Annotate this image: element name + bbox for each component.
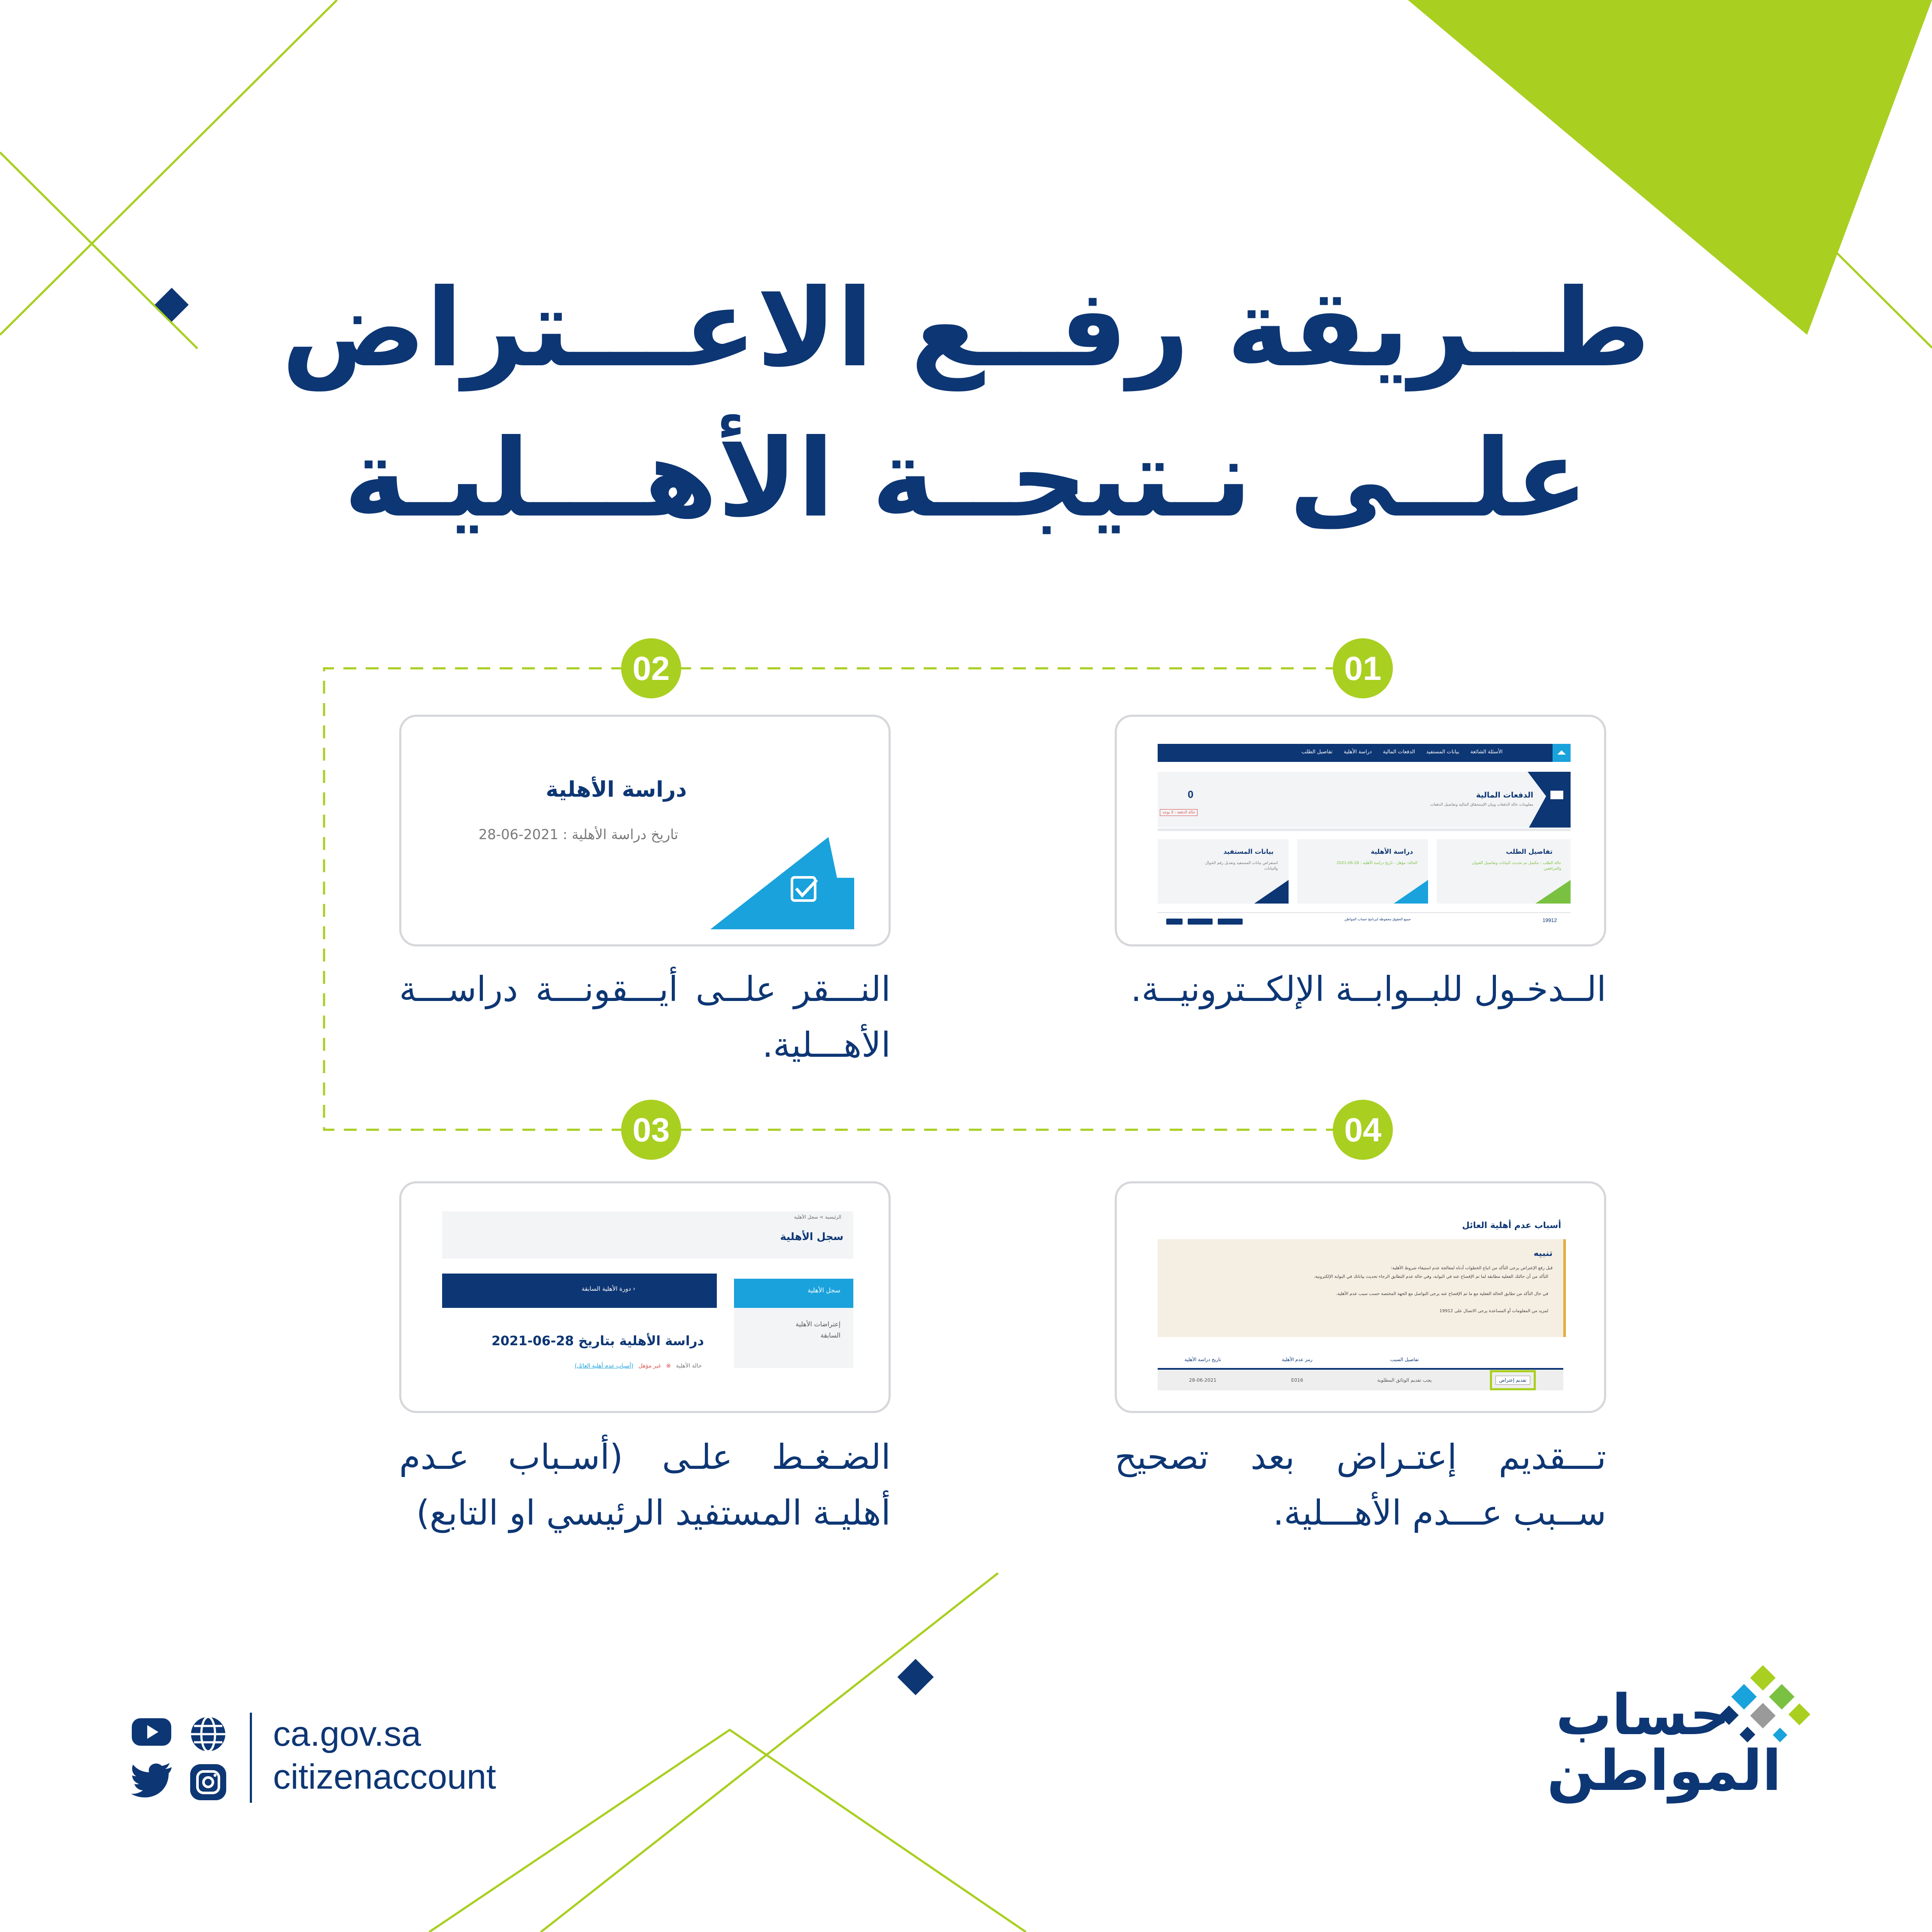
tile-beneficiary-text: استعراض بيانات المستفيد وتعديل رقم الجوال والبيانات bbox=[1205, 861, 1278, 871]
portal-footer-note: جميع الحقوق محفوظة لبرنامج حساب المواطن bbox=[1344, 917, 1411, 921]
nav-item[interactable]: دراسة الأهلية bbox=[1344, 749, 1372, 755]
nav-item[interactable]: تفاصيل الطلب bbox=[1301, 749, 1333, 755]
social-handle[interactable]: citizenaccount bbox=[273, 1757, 496, 1796]
step-badge-02: 02 bbox=[621, 638, 681, 698]
alert-line: التأكد من أن حالتك الفعلية مطابقة لما تم الإفصاح عنه في البوابة، وفي حالة عدم التطابق الرجاء تحديث بياناتك في البوابة الإلكترونية. bbox=[1313, 1274, 1548, 1279]
alert-line: قبل رفع الإعتراض يرجى التأكد من اتباع الخطوات أدناه لمعالجة عدم استيفاء شروط الأهلية: bbox=[1391, 1266, 1553, 1271]
breadcrumb[interactable]: الرئيسية > سجل الأهلية bbox=[794, 1214, 841, 1220]
logo-text-line2: المواطن bbox=[1547, 1738, 1781, 1803]
citizen-account-logo bbox=[1528, 1661, 1811, 1807]
table-row bbox=[1158, 1370, 1563, 1390]
card-eligibility-study bbox=[399, 715, 891, 946]
step-02-caption: النـــقر علــى أيـــقونـــة دراســـة الأهـــلية. bbox=[399, 969, 891, 1065]
step-badge-04: 04 bbox=[1333, 1100, 1393, 1160]
globe-icon[interactable] bbox=[189, 1715, 227, 1753]
step-badge-01: 01 bbox=[1333, 638, 1393, 698]
step-03-caption: الضـغـط علـى (أسـباب عـدم أهليـة المستفيد الرئيسي او التابع) bbox=[399, 1437, 891, 1533]
status-label: حالة الأهلية bbox=[676, 1363, 702, 1369]
tab-previous-cycle[interactable]: ‹ دورة الأهلية السابقة bbox=[582, 1286, 636, 1292]
table-cell: E016 bbox=[1291, 1377, 1303, 1383]
step-04-caption: تـــقديم إعتـراض بعد تصحيح ســبب عـــدم الأهـــلية. bbox=[1115, 1437, 1606, 1533]
tile-request-title[interactable]: تفاصيل الطلب bbox=[1506, 848, 1553, 855]
record-page-title: سجل الأهلية bbox=[780, 1231, 843, 1243]
study-date-title: دراسة الأهلية بتاريخ 28-06-2021 bbox=[491, 1334, 704, 1349]
alert-title: تنبيه bbox=[1533, 1248, 1553, 1258]
page-title-line1: طــريقة رفــع الاعـــتراض bbox=[281, 266, 1651, 391]
status-value: غير مؤهل bbox=[638, 1363, 661, 1369]
card-objection bbox=[1115, 1181, 1606, 1413]
card-portal bbox=[1115, 715, 1606, 946]
close-circle-icon: ⊗ bbox=[666, 1363, 671, 1369]
tab-bar bbox=[442, 1274, 717, 1308]
portal-nav bbox=[1301, 749, 1546, 755]
diamond-shape bbox=[898, 1659, 934, 1695]
payments-subtitle: معلومات حالة الدفعات وبيان الإستحقاق المالية وتفاصيل الدفعات bbox=[1430, 803, 1533, 807]
alert-box bbox=[1158, 1239, 1566, 1337]
table-header: رمز عدم الأهلية bbox=[1282, 1356, 1313, 1362]
payments-title: الدفعات المالية bbox=[1476, 791, 1533, 800]
sidebar-item-objections[interactable]: إعتراضات الأهلية السابقة bbox=[795, 1320, 840, 1339]
payments-panel bbox=[1158, 772, 1571, 828]
eligibility-date: تاريخ دراسة الأهلية : 2021-06-28 bbox=[478, 826, 678, 843]
eligibility-status bbox=[575, 1363, 702, 1369]
page-title-line2: علــى نـتيجــة الأهـــليـة bbox=[343, 416, 1589, 541]
logo-text-line1: حساب bbox=[1556, 1682, 1730, 1747]
submit-objection-button[interactable]: تقديم إعتراض bbox=[1495, 1376, 1531, 1385]
card-eligibility-record bbox=[399, 1181, 891, 1413]
alert-line: لمزيد من المعلومات أو المساعدة يرجى الاتصال على 19912 bbox=[1439, 1309, 1548, 1313]
support-phone: 19912 bbox=[1542, 917, 1557, 923]
tile-beneficiary-title[interactable]: بيانات المستفيد bbox=[1223, 848, 1274, 855]
reasons-heading: أسباب عدم أهلية العائل bbox=[1462, 1220, 1561, 1230]
ineligibility-reasons-link[interactable]: (أسباب عدم أهلية العائل) bbox=[574, 1363, 634, 1369]
social-icons bbox=[131, 1715, 230, 1801]
instagram-icon[interactable] bbox=[189, 1763, 227, 1802]
step-badge-03: 03 bbox=[621, 1100, 681, 1160]
tile-request-text: حالة الطلب : مكتمل تم تحديث البيانات وتفاصيل العنوان والمرافقين bbox=[1471, 861, 1561, 871]
website-link[interactable]: ca.gov.sa bbox=[273, 1714, 421, 1753]
tile-eligibility-text: الحالة: مؤهل - تاريخ دراسة الأهلية : 28-06-2021 bbox=[1336, 861, 1417, 865]
twitter-icon[interactable] bbox=[131, 1762, 174, 1799]
eligibility-study-button[interactable] bbox=[401, 717, 891, 946]
table-header: تاريخ دراسة الأهلية bbox=[1184, 1356, 1221, 1362]
tile-eligibility-title[interactable]: دراسة الأهلية bbox=[1371, 848, 1413, 855]
footer-divider bbox=[250, 1713, 252, 1803]
table-header: تفاصيل السبب bbox=[1390, 1356, 1419, 1362]
nav-item[interactable]: الدفعات المالية bbox=[1383, 749, 1415, 755]
nav-item[interactable]: الأسئلة الشائعة bbox=[1470, 749, 1503, 755]
step-01-caption: الــدخـول للبــوابــة الإلكــترونيــة. bbox=[1131, 969, 1606, 1009]
table-cell: يجب تقديم الوثائق المطلوبة bbox=[1377, 1377, 1432, 1383]
table-cell: 28-06-2021 bbox=[1189, 1377, 1216, 1383]
sidebar-item-record[interactable]: سجل الأهلية bbox=[807, 1286, 840, 1294]
reasons-table bbox=[1158, 1351, 1563, 1392]
money-icon bbox=[1550, 791, 1563, 799]
eligibility-title: دراسة الأهلية bbox=[546, 777, 687, 802]
chevron-left-icon: ‹ bbox=[631, 1286, 636, 1292]
nav-item[interactable]: بيانات المستفيد bbox=[1426, 749, 1459, 755]
youtube-icon[interactable] bbox=[131, 1715, 172, 1749]
alert-line: في حال التأكد من تطابق الحالة الفعلية مع ما تم الإفصاح عنه يرجى التواصل مع الجهة المختصة حسب سبب عدم الأهلية. bbox=[1336, 1292, 1548, 1296]
payments-value: 0 bbox=[1188, 789, 1194, 801]
payments-status-button[interactable]: حالة الدفعة : لا يوجد bbox=[1160, 809, 1198, 816]
